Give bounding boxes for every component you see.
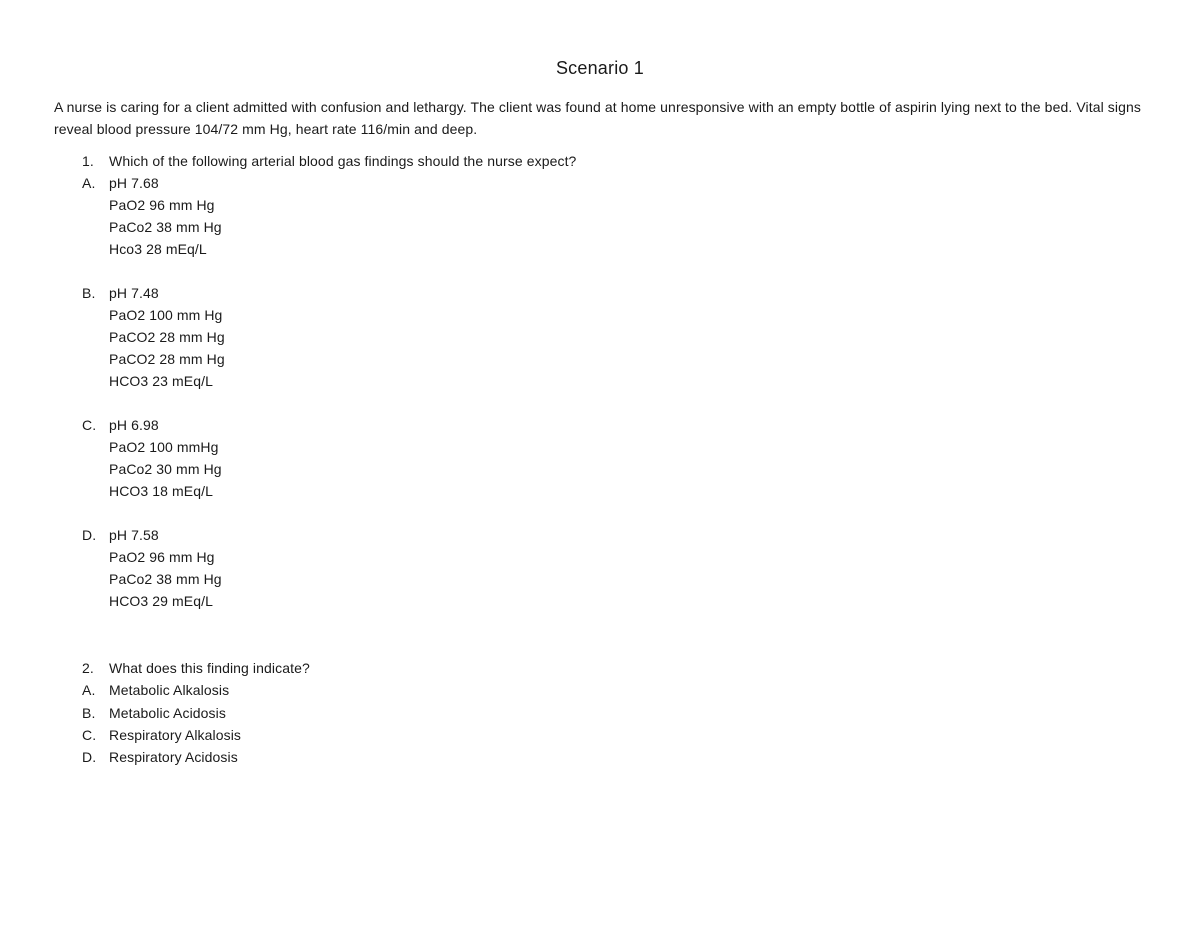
- question-number: 2.: [82, 660, 94, 676]
- option-text: Metabolic Alkalosis: [109, 682, 230, 698]
- option-line: Hco3 28 mEq/L: [109, 241, 207, 257]
- option-line: pH 6.98: [109, 417, 159, 433]
- option-letter: D.: [82, 749, 97, 765]
- option-line: HCO3 29 mEq/L: [109, 593, 214, 609]
- option-letter: C.: [82, 727, 97, 743]
- option-line: PaCo2 38 mm Hg: [109, 219, 222, 235]
- option-line: PaCO2 28 mm Hg: [109, 351, 225, 367]
- option-line: HCO3 23 mEq/L: [109, 373, 214, 389]
- option-line: PaO2 96 mm Hg: [109, 549, 215, 565]
- option-line: PaO2 96 mm Hg: [109, 197, 215, 213]
- option-line: pH 7.48: [109, 285, 159, 301]
- page-title: Scenario 1: [555, 58, 645, 78]
- option-letter: A.: [82, 682, 96, 698]
- option-line: pH 7.68: [109, 175, 159, 191]
- question-text: What does this finding indicate?: [109, 660, 310, 676]
- option-line: PaCO2 28 mm Hg: [109, 329, 225, 345]
- option-line: PaCo2 30 mm Hg: [109, 461, 222, 477]
- option-text: Respiratory Acidosis: [109, 749, 238, 765]
- option-line: PaO2 100 mmHg: [109, 439, 219, 455]
- option-line: PaO2 100 mm Hg: [109, 307, 223, 323]
- option-line: pH 7.58: [109, 527, 159, 543]
- option-line: PaCo2 38 mm Hg: [109, 571, 222, 587]
- question-text: Which of the following arterial blood gas findings should the nurse expect?: [109, 153, 577, 169]
- option-letter: C.: [82, 417, 97, 433]
- option-text: Metabolic Acidosis: [109, 705, 226, 721]
- question-number: 1.: [82, 153, 94, 169]
- option-letter: A.: [82, 175, 96, 191]
- option-letter: D.: [82, 527, 97, 543]
- option-letter: B.: [82, 285, 96, 301]
- option-line: HCO3 18 mEq/L: [109, 483, 214, 499]
- option-letter: B.: [82, 705, 96, 721]
- option-text: Respiratory Alkalosis: [109, 727, 242, 743]
- scenario-intro: A nurse is caring for a client admitted with confusion and lethargy. The client was found at home unresponsive with an empty bottle of aspirin lying next to the bed. Vital signs reveal blood pressure 104/72 mm Hg, heart rate 116/min and deep.: [54, 99, 1141, 137]
